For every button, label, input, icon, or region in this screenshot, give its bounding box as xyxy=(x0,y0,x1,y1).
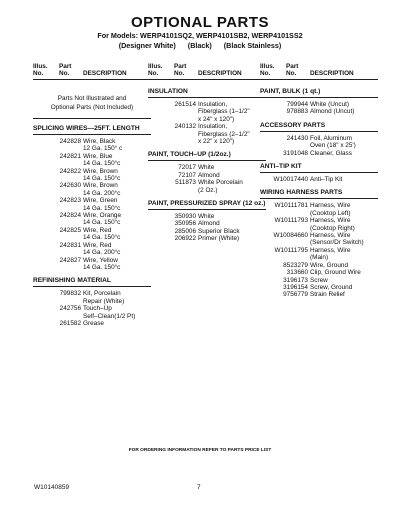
description-line: 14 Ga. 150°c xyxy=(83,234,121,242)
part-row xyxy=(148,220,266,227)
part-number: 242825 xyxy=(59,226,81,234)
part-row xyxy=(33,305,151,320)
part-number: 240132 xyxy=(174,123,196,131)
part-description xyxy=(310,284,378,291)
color-designer-white: (Designer White) xyxy=(118,41,176,50)
part-row xyxy=(260,135,378,150)
description-line: Superior Black xyxy=(198,227,240,235)
part-row xyxy=(260,101,378,108)
description-line: (Main) xyxy=(310,254,329,262)
part-number: 242828 xyxy=(59,138,81,145)
part-number: 242822 xyxy=(59,167,81,175)
header-illus: Illus. No. xyxy=(148,63,163,78)
part-number: 242630 xyxy=(59,182,81,190)
part-number: 242823 xyxy=(59,197,81,205)
part-row xyxy=(260,217,378,232)
part-row xyxy=(260,262,378,269)
part-description xyxy=(83,212,151,227)
part-row xyxy=(148,164,266,171)
column-header xyxy=(33,63,151,79)
description-line: White xyxy=(198,164,215,172)
part-row xyxy=(148,179,266,194)
part-number: 3191048 xyxy=(283,149,308,157)
part-description xyxy=(198,228,266,235)
part-number: W10111795 xyxy=(274,246,308,254)
part-description xyxy=(198,235,266,242)
section-title: PAINT, PRESSURIZED SPRAY (12 oz.) xyxy=(148,200,266,210)
part-row xyxy=(33,168,151,183)
description-line: (Sensor/Dr Switch) xyxy=(310,239,364,247)
description-line: Primer (White) xyxy=(198,235,240,243)
description-line: Fiberglass (2–1/2" xyxy=(198,130,250,138)
column-header xyxy=(148,63,266,79)
description-line: Almond xyxy=(198,220,220,228)
header-illus: Illus. No. xyxy=(260,63,275,78)
description-line: Almond xyxy=(198,171,220,179)
part-number: 206922 xyxy=(174,235,196,243)
part-row xyxy=(260,150,378,157)
description-line: x 24" x 120") xyxy=(198,115,235,123)
description-line: 14 Ga. 150°c xyxy=(83,263,121,271)
section-title: WIRING HARNESS PARTS xyxy=(260,189,378,199)
part-number: 350956 xyxy=(174,220,196,228)
description-line: Wire, Green xyxy=(83,197,118,205)
part-description xyxy=(198,213,266,220)
part-description xyxy=(198,172,266,179)
description-line: 14 Ga. 150°c xyxy=(83,204,121,212)
description-line: (Cooktop Left) xyxy=(310,209,351,217)
description-line: Wire, Blue xyxy=(83,152,113,160)
column-2 xyxy=(148,63,266,243)
description-line: Wire, Brown xyxy=(83,167,118,175)
description-line: Fiberglass (1–1/2" xyxy=(198,108,250,116)
part-description xyxy=(310,135,378,150)
part-number: 261582 xyxy=(59,319,81,327)
column-3 xyxy=(260,63,378,299)
header-rule xyxy=(148,79,266,80)
part-number: 3196173 xyxy=(283,276,308,284)
part-description xyxy=(310,262,378,269)
page-number: 7 xyxy=(197,484,201,491)
part-row xyxy=(260,176,378,183)
column-1 xyxy=(33,63,151,327)
part-number: 242831 xyxy=(59,241,81,249)
part-row xyxy=(148,172,266,179)
description-line: Harness, Wire xyxy=(310,217,351,225)
part-description xyxy=(310,176,378,183)
document-number: W10140859 xyxy=(34,484,70,491)
section-title: REFINISHING MATERIAL xyxy=(33,277,151,287)
part-description xyxy=(198,220,266,227)
description-line: Kit, Porcelain xyxy=(83,290,121,298)
color-variants xyxy=(0,41,400,50)
description-line: 14 Ga. 150°c xyxy=(83,219,121,227)
color-black-stainless: (Black Stainless) xyxy=(223,41,282,50)
description-line: Wire, Red xyxy=(83,241,112,249)
section-title: PAINT, BULK (1 qt.) xyxy=(260,88,378,98)
part-description xyxy=(83,197,151,212)
description-line: Wire, Yellow xyxy=(83,256,118,264)
part-row xyxy=(260,202,378,217)
part-description xyxy=(198,123,266,145)
description-line: Touch–Up xyxy=(83,305,112,313)
header-illus: Illus. No. xyxy=(33,63,48,78)
part-description xyxy=(310,247,378,262)
col2-sections xyxy=(148,88,266,243)
description-line: Repair (White) xyxy=(83,297,125,305)
header-part: Part No. xyxy=(286,63,299,78)
description-line: 14 Ga. 200°c xyxy=(83,249,121,257)
part-description xyxy=(83,138,151,153)
description-line: Insulation, xyxy=(198,123,228,131)
part-number: 511873 xyxy=(175,179,196,187)
description-line: Harness, Wire xyxy=(310,246,351,254)
description-line: Grease xyxy=(83,319,104,327)
header-description: DESCRIPTION xyxy=(198,70,242,78)
part-row xyxy=(260,247,378,262)
part-number: 242821 xyxy=(59,152,81,160)
part-description xyxy=(198,101,266,123)
description-line: 12 Ga. 150° c xyxy=(83,145,123,153)
part-row xyxy=(260,284,378,291)
part-row xyxy=(33,182,151,197)
part-description xyxy=(83,257,151,272)
part-description xyxy=(83,168,151,183)
description-line: 14 Ga. 200°c xyxy=(83,189,121,197)
part-description xyxy=(310,150,378,157)
header-rule xyxy=(260,79,378,80)
part-number: 313660 xyxy=(286,269,308,277)
part-row xyxy=(260,232,378,247)
part-row xyxy=(33,153,151,168)
part-row xyxy=(33,138,151,153)
part-number: 9756779 xyxy=(283,291,308,299)
part-number: 3196154 xyxy=(283,283,308,291)
part-description xyxy=(83,182,151,197)
part-number: W10111793 xyxy=(274,217,308,225)
part-description xyxy=(198,179,266,194)
part-row xyxy=(33,212,151,227)
part-number: 242824 xyxy=(59,212,81,220)
color-black: (Black) xyxy=(187,41,212,50)
part-row xyxy=(148,101,266,123)
description-line: Oven (18" x 25') xyxy=(310,142,356,150)
description-line: Screw xyxy=(310,276,328,284)
part-row xyxy=(260,277,378,284)
ordering-note: FOR ORDERING INFORMATION REFER TO PARTS PRICE LIST xyxy=(128,448,272,453)
description-line: Strain Relief xyxy=(310,291,345,299)
part-description xyxy=(83,153,151,168)
description-line: Almond (Uncut) xyxy=(310,108,355,116)
description-line: Harness, Wire xyxy=(310,202,351,210)
section-title: ACCESSORY PARTS xyxy=(260,122,378,132)
part-description xyxy=(83,305,151,320)
part-number: 799944 xyxy=(286,101,308,108)
part-row xyxy=(33,227,151,242)
column-header xyxy=(260,63,378,79)
part-description xyxy=(310,277,378,284)
part-number: 8523279 xyxy=(283,261,308,269)
part-row xyxy=(260,269,378,276)
part-number: 72017 xyxy=(178,164,196,172)
part-row xyxy=(33,242,151,257)
description-line: White Porcelain xyxy=(198,179,243,187)
description-line: Cleaner, Glass xyxy=(310,149,352,157)
description-line: Insulation, xyxy=(198,101,228,108)
part-description xyxy=(83,242,151,257)
description-line: Clip, Ground Wire xyxy=(310,269,361,277)
description-line: (Cooktop Right) xyxy=(310,224,355,232)
part-number: 799832 xyxy=(59,290,81,298)
part-row xyxy=(33,257,151,272)
description-line: Foil, Aluminum xyxy=(310,134,352,142)
part-description xyxy=(83,290,151,305)
not-illustrated-note: Parts Not Illustrated and Optional Parts (Not Included) xyxy=(33,88,151,119)
description-line: White (Uncut) xyxy=(310,101,350,108)
description-line: Wire, Ground xyxy=(310,261,349,269)
description-line: 14 Ga. 150°c xyxy=(83,175,121,183)
section-title: PAINT, TOUCH–UP (1/2oz.) xyxy=(148,151,266,161)
part-row xyxy=(33,320,151,327)
description-line: Wire, Black xyxy=(83,138,116,145)
part-number: 261514 xyxy=(174,101,196,108)
part-description xyxy=(198,164,266,171)
part-number: 978883 xyxy=(286,108,308,116)
part-row xyxy=(148,123,266,145)
part-description xyxy=(310,291,378,298)
part-description xyxy=(310,269,378,276)
part-description xyxy=(310,232,378,247)
part-number: W10111781 xyxy=(274,202,308,210)
description-line: 14 Ga. 150°c xyxy=(83,160,121,168)
part-number: 242827 xyxy=(59,256,81,264)
part-row xyxy=(148,235,266,242)
header-description: DESCRIPTION xyxy=(310,70,354,78)
description-line: White xyxy=(198,213,215,221)
part-description xyxy=(310,202,378,217)
part-description xyxy=(310,101,378,108)
model-list: For Models: WERP4101SQ2, WERP4101SB2, WERP4101SS2 xyxy=(97,31,303,40)
part-number: W10017440 xyxy=(273,176,308,184)
description-line: Screw, Ground xyxy=(310,283,353,291)
header-part: Part No. xyxy=(174,63,187,78)
part-number: 285006 xyxy=(174,227,196,235)
description-line: Wire, Orange xyxy=(83,212,122,220)
description-line: Wire, Brown xyxy=(83,182,118,190)
part-row xyxy=(33,197,151,212)
part-number: 241430 xyxy=(286,134,308,142)
section-title: SPLICING WIRES—25FT. LENGTH xyxy=(33,125,151,135)
part-row xyxy=(33,290,151,305)
part-number: 242756 xyxy=(59,305,81,313)
description-line: Self–Clean(1/2 Pt) xyxy=(83,312,136,320)
header-rule xyxy=(33,79,151,80)
header-part: Part No. xyxy=(59,63,72,78)
part-row xyxy=(260,291,378,298)
part-description xyxy=(83,320,151,327)
part-description xyxy=(83,227,151,242)
description-line: (2 Oz.) xyxy=(198,186,218,194)
part-description xyxy=(310,108,378,115)
description-line: Anti–Tip Kit xyxy=(310,176,343,184)
page-title: OPTIONAL PARTS xyxy=(130,14,270,31)
description-line: Wire, Red xyxy=(83,226,112,234)
part-number: 350930 xyxy=(174,213,196,221)
description-line: Harness, Wire xyxy=(310,232,351,240)
header-description: DESCRIPTION xyxy=(83,70,127,78)
part-row xyxy=(148,213,266,220)
section-title: ANTI–TIP KIT xyxy=(260,163,378,173)
description-line: x 22" x 120") xyxy=(198,138,235,146)
part-description xyxy=(310,217,378,232)
col3-sections xyxy=(260,88,378,299)
part-number: 72107 xyxy=(178,171,196,179)
part-number: W10084660 xyxy=(273,232,308,240)
part-row xyxy=(260,108,378,115)
section-title: INSULATION xyxy=(148,88,266,98)
part-row xyxy=(148,228,266,235)
col1-sections xyxy=(33,125,151,327)
